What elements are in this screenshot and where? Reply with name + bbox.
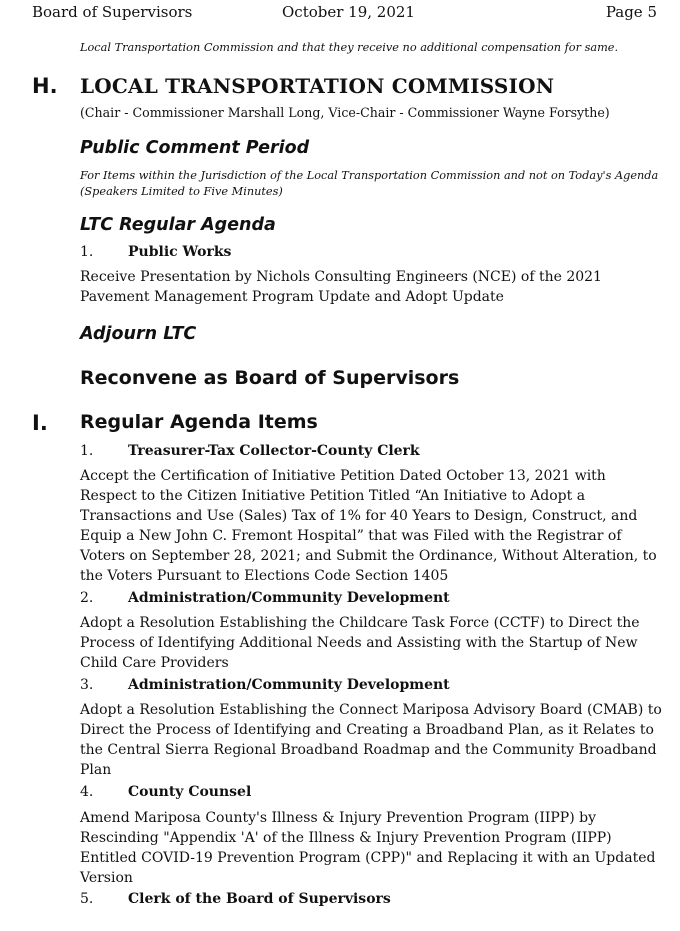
agenda-item-dept: Treasurer-Tax Collector-County Clerk [128, 443, 420, 459]
continued-note: Local Transportation Commission and that they receive no additional compensation for same. [80, 41, 619, 54]
section-i-letter: I. [32, 411, 48, 435]
ltc-item-dept: Public Works [128, 244, 232, 260]
agenda-item-desc: Adopt a Resolution Establishing the Childcare Task Force (CCTF) to Direct the Process of Identifying Additional Needs and Assisting with the Startup of New Child Care Providers [80, 615, 640, 671]
header-board-name: Board of Supervisors [32, 3, 193, 21]
chair-line: (Chair - Commissioner Marshall Long, Vice-Chair - Commissioner Wayne Forsythe) [80, 105, 610, 120]
agenda-item-desc: Amend Mariposa County's Illness & Injury Prevention Program (IIPP) by Rescinding "Appendix 'A' of the Illness & Injury Prevention Program (IIPP) Entitled COVID-19 Prevention Program (CPP)" and Replacing it with an Updated Version [80, 810, 656, 886]
agenda-item-desc: Adopt a Resolution Establishing the Connect Mariposa Advisory Board (CMAB) to Direct the Process of Identifying and Creating a Broadband Plan, as it Relates to the Central Sierra Regional Broadband Roadmap and the Community Broadband Plan [80, 702, 662, 778]
section-i-title: Regular Agenda Items [80, 411, 318, 433]
agenda-item-dept: County Counsel [128, 784, 252, 800]
adjourn-ltc: Adjourn LTC [80, 324, 197, 344]
agenda-item-number: 4. [80, 784, 94, 800]
header-date: October 19, 2021 [282, 3, 415, 21]
agenda-item-number: 5. [80, 891, 94, 907]
agenda-item-dept: Administration/Community Development [128, 677, 450, 693]
agenda-item-dept: Clerk of the Board of Supervisors [128, 891, 391, 907]
ltc-item-desc: Receive Presentation by Nichols Consulting Engineers (NCE) of the 2021 Pavement Management Program Update and Adopt Update [80, 269, 602, 305]
public-comment-title: Public Comment Period [80, 138, 310, 158]
reconvene-heading: Reconvene as Board of Supervisors [80, 367, 460, 389]
agenda-item-number: 3. [80, 677, 94, 693]
section-h-letter: H. [32, 74, 58, 98]
ltc-agenda-title: LTC Regular Agenda [80, 215, 276, 235]
ltc-item-number: 1. [80, 244, 94, 260]
section-h-title: LOCAL TRANSPORTATION COMMISSION [80, 74, 555, 98]
agenda-item-desc: Accept the Certification of Initiative Petition Dated October 13, 2021 with Respect to the Citizen Initiative Petition Titled “An Initiative to Adopt a Transactions and Use (Sales) Tax of 1% for 40 Years to Design, Construct, and Equip a New John C. Fremont Hospital” that was Filed with the Registrar of Voters on September 28, 2021; and Submit the Ordinance, Without Alteration, to the Voters Pursuant to Elections Code Section 1405 [80, 468, 657, 584]
public-comment-note: For Items within the Jurisdiction of the Local Transportation Commission and not on Today's Agenda (Speakers Limited to Five Minutes) [80, 169, 659, 198]
agenda-item-number: 1. [80, 443, 94, 459]
agenda-item-number: 2. [80, 590, 94, 606]
header-page-number: Page 5 [605, 3, 657, 21]
agenda-item-dept: Administration/Community Development [128, 590, 450, 606]
